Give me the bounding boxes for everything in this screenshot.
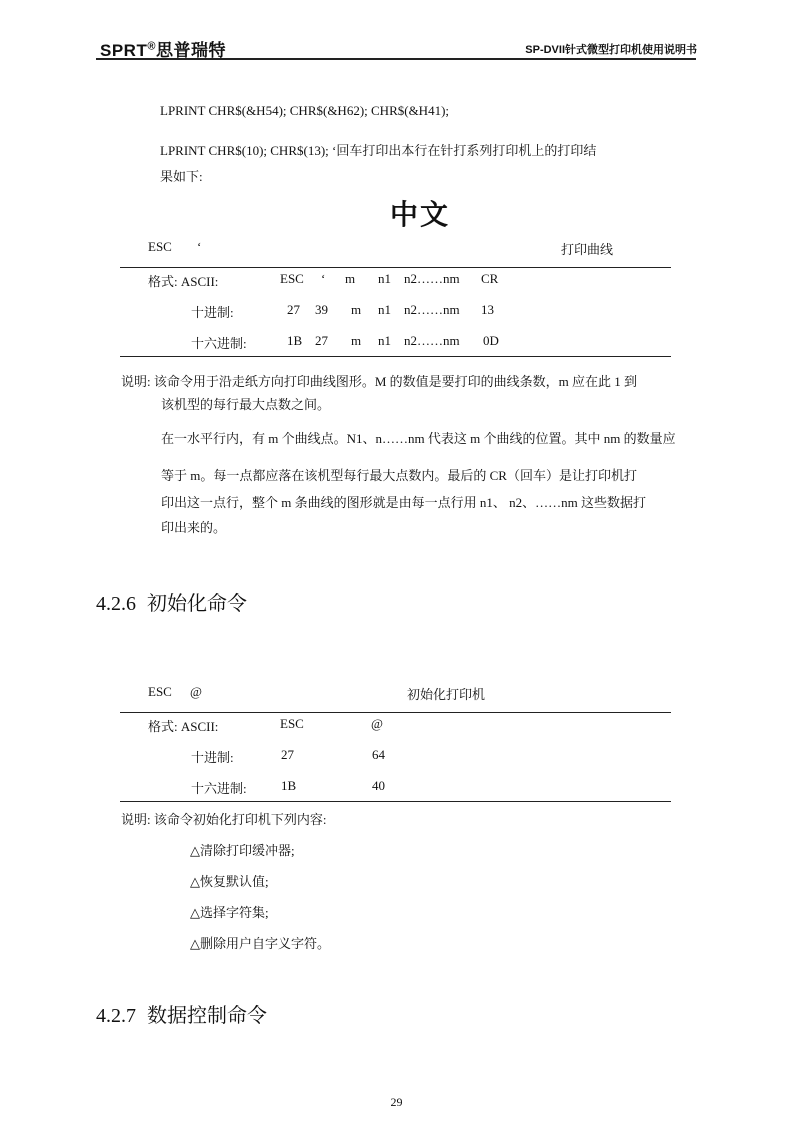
cell: 0D <box>483 333 499 348</box>
row-label: 十六进制: <box>191 781 247 796</box>
cell: n1 <box>378 271 391 286</box>
cmd1-arg: ‘ <box>197 239 202 254</box>
code-line-2: LPRINT CHR$(10); CHR$(13); ‘回车打印出本行在针打系列打印机上的打印结 <box>160 143 597 158</box>
cell: n2……nm <box>404 333 460 348</box>
row-label: 十六进制: <box>191 336 247 351</box>
document-title: SP-DVII针式微型打印机使用说明书 <box>525 44 697 56</box>
cell: n1 <box>378 333 391 348</box>
cell: ESC <box>280 271 304 286</box>
code-line-1: LPRINT CHR$(&H54); CHR$(&H62); CHR$(&H41); <box>160 103 450 118</box>
cmd2-list-item: △删除用户自字义字符。 <box>190 936 330 951</box>
cell: 13 <box>481 302 494 317</box>
cmd2-list-item: △清除打印缓冲器; <box>190 843 295 858</box>
cmd1-note-line-1: 说明: 该命令用于沿走纸方向打印曲线图形。M 的数值是要打印的曲线条数，m 应在此 1 到 <box>121 374 638 389</box>
cmd1-table-top-rule <box>120 267 671 268</box>
cmd1-description: 打印曲线 <box>561 242 614 257</box>
code-line-3: 果如下: <box>160 169 203 184</box>
cell: 1B <box>281 778 297 793</box>
cell: CR <box>481 271 499 286</box>
cell: 40 <box>372 778 385 793</box>
row-label: 十进制: <box>191 305 234 320</box>
row-label: 格式: ASCII: <box>148 274 219 289</box>
cell: 27 <box>281 747 294 762</box>
header-rule <box>96 58 696 60</box>
cell: 39 <box>315 302 328 317</box>
registered-mark: ® <box>147 40 156 53</box>
cmd2-list-item: △恢复默认值; <box>190 874 269 889</box>
cmd1-paragraph-2-line-3: 印出来的。 <box>161 520 227 535</box>
cmd2-arg: @ <box>190 684 202 699</box>
cmd1-paragraph-2-line-1: 等于 m。每一点都应落在该机型每行最大点数内。最后的 CR（回车）是让打印机打 <box>161 468 637 483</box>
section-number: 4.2.6 <box>96 593 136 615</box>
cmd1-paragraph-2-line-2: 印出这一点行，整个 m 条曲线的图形就是由每一点行用 n1、 n2、……nm 这些数据打 <box>161 495 646 510</box>
brand-name-cn: 思普瑞特 <box>155 41 226 60</box>
cmd1-name: ESC <box>148 239 172 254</box>
section-heading-4-2-7 <box>96 999 267 1028</box>
cell: 1B <box>287 333 303 348</box>
cell: n2……nm <box>404 302 460 317</box>
cmd2-description: 初始化打印机 <box>407 687 486 702</box>
cell: 64 <box>372 747 385 762</box>
cell: 27 <box>315 333 328 348</box>
cell: m <box>351 333 362 348</box>
cell: ESC <box>280 716 304 731</box>
cmd2-list-item: △选择字符集; <box>190 905 269 920</box>
cmd2-table-bottom-rule <box>120 801 671 802</box>
cell: n1 <box>378 302 391 317</box>
print-sample: 中文 <box>390 199 451 230</box>
section-title: 初始化命令 <box>147 593 247 615</box>
cell: 27 <box>287 302 300 317</box>
cell: m <box>345 271 356 286</box>
cmd1-note-line-2: 该机型的每行最大点数之间。 <box>161 397 331 412</box>
cmd2-name: ESC <box>148 684 172 699</box>
cmd1-table-bottom-rule <box>120 356 671 357</box>
cmd1-paragraph-1: 在一水平行内，有 m 个曲线点。N1、n……nm 代表这 m 个曲线的位置。其中 nm 的数量应 <box>161 431 676 446</box>
page-number: 29 <box>390 1095 403 1109</box>
section-number: 4.2.7 <box>96 1005 136 1027</box>
section-title: 数据控制命令 <box>147 1005 267 1027</box>
cmd2-table-top-rule <box>120 712 671 713</box>
section-heading-4-2-6 <box>96 587 247 616</box>
cell: @ <box>371 716 383 731</box>
cell: ‘ <box>321 271 326 286</box>
cmd2-note: 说明: 该命令初始化打印机下列内容: <box>121 812 327 827</box>
cell: m <box>351 302 362 317</box>
row-label: 十进制: <box>191 750 234 765</box>
row-label: 格式: ASCII: <box>148 719 219 734</box>
brand-name: SPRT <box>100 41 148 60</box>
cell: n2……nm <box>404 271 460 286</box>
